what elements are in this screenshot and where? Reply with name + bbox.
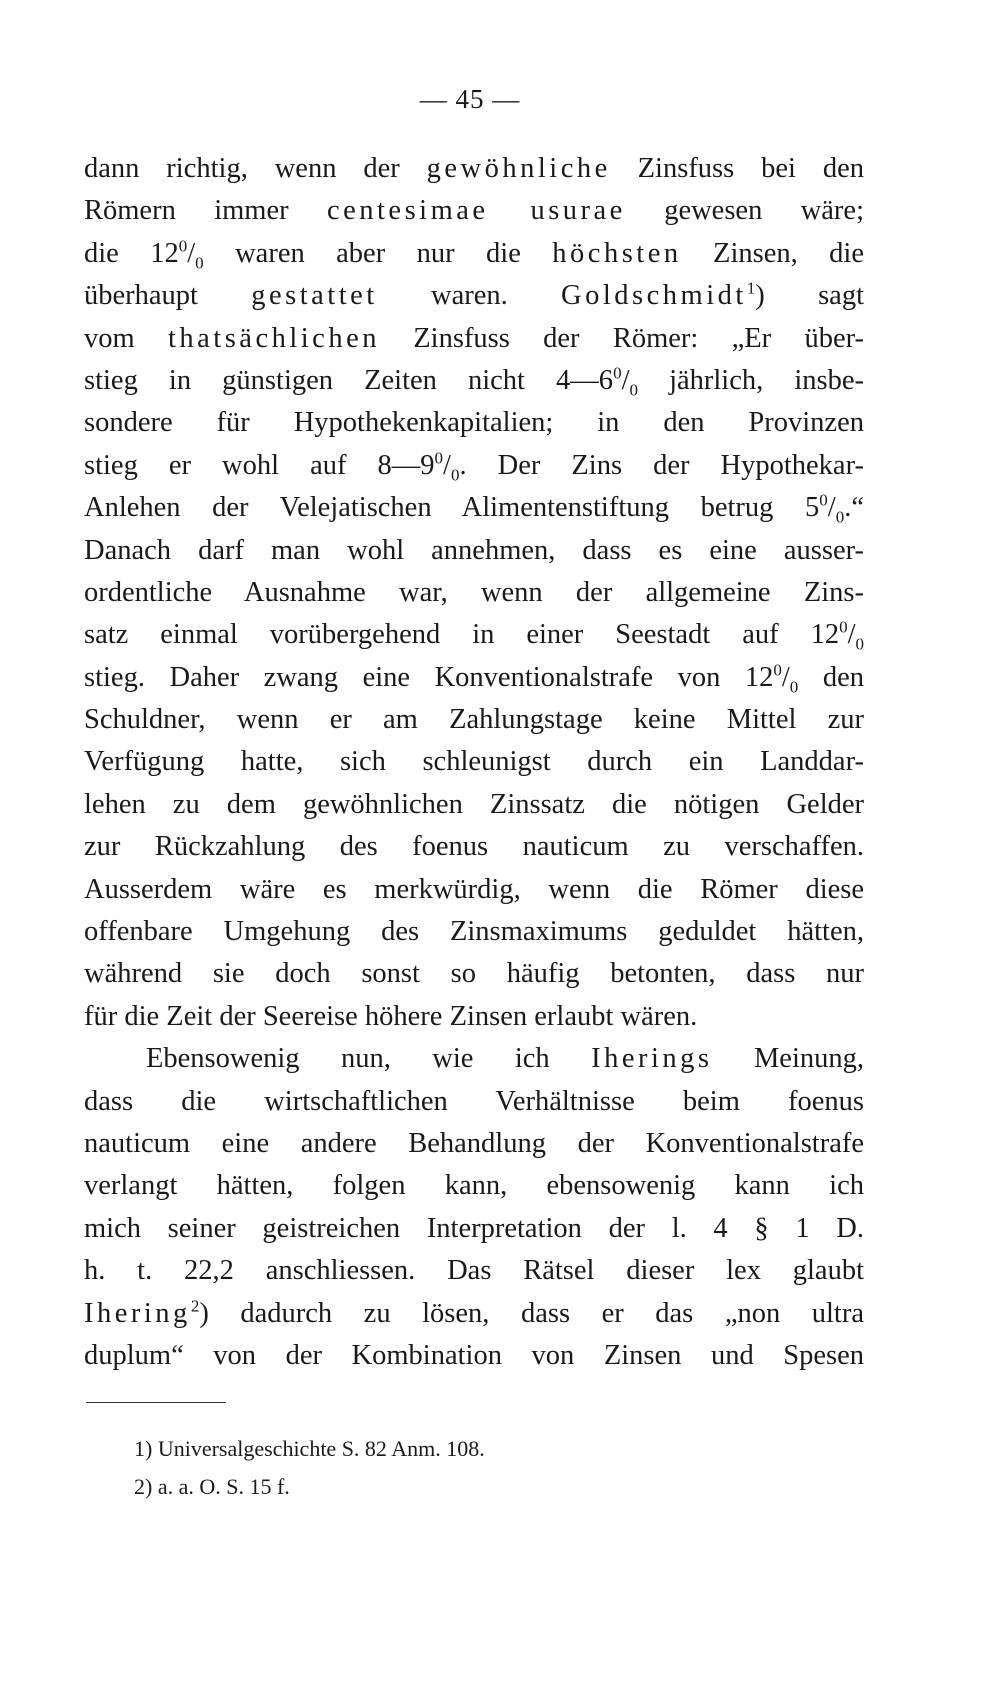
percent-sign: 0 — [773, 660, 782, 680]
text-line: lehen zu dem gewöhnlichen Zinssatz die nötigen Gelder — [84, 788, 864, 820]
text-line: vom thatsächlichen Zinsfuss der Römer: „Er über- — [84, 322, 865, 354]
author-name: Ihering — [84, 1297, 191, 1329]
emphasis: gewöhnliche — [426, 153, 611, 184]
percent-sign: 0 — [178, 236, 188, 256]
text-line: überhaupt gestattet waren. Goldschmidt$^1$) sagt — [84, 278, 864, 312]
footnote-1: 1) Universalgeschichte S. 82 Anm. 108. — [134, 1436, 485, 1461]
percent-sign: 0 — [819, 490, 828, 510]
text-line: zur Rückzahlung des foenus nauticum zu verschaffen. — [84, 831, 864, 863]
emphasis: thatsächlichen — [167, 322, 380, 354]
author-name: Goldschmidt — [561, 280, 747, 312]
percent-sign: 0 — [839, 617, 848, 637]
text-line: h. t. 22,2 anschliessen. Das Rätsel dieser lex glaubt — [84, 1255, 864, 1287]
footnote-2: 2) a. a. O. S. 15 f. — [134, 1474, 290, 1499]
author-name: Iherings — [591, 1043, 713, 1075]
emphasis: gestattet — [251, 280, 378, 312]
text-line: dann richtig, wenn der gewöhnliche Zinsfuss bei den — [84, 153, 864, 184]
text-line: duplum“ von der Kombination von Zinsen und Spesen — [84, 1339, 864, 1371]
text-line: satz einmal vorübergehend in einer Seestadt auf $12^0/_0$ — [84, 617, 864, 654]
text-line: Danach darf man wohl annehmen, dass es eine ausser- — [84, 534, 864, 566]
page-number: — 45 — — [419, 84, 521, 114]
text-line: Verfügung hatte, sich schleunigst durch ein Landdar- — [84, 746, 864, 778]
footnote-marker: 2 — [190, 1296, 200, 1316]
text-line: Römern immer centesimae usurae gewesen wäre; — [84, 195, 864, 227]
text-line: ordentliche Ausnahme war, wenn der allgemeine Zins- — [84, 576, 864, 608]
text-line: stieg. Daher zwang eine Konventionalstrafe von $12^0/_0$ den — [84, 660, 864, 697]
text-line: Anlehen der Velejatischen Alimentenstiftung betrug $5^0/_0.“$ — [84, 490, 864, 527]
text-line: verlangt hätten, folgen kann, ebensowenig kann ich — [84, 1170, 864, 1202]
text-line: für die Zeit der Seereise höhere Zinsen erlaubt wären. — [84, 1000, 698, 1032]
emphasis: höchsten — [552, 237, 682, 269]
footnote-marker: 1 — [746, 278, 756, 298]
percent-sign: 0 — [434, 448, 444, 468]
footnote-divider — [86, 1402, 226, 1403]
percent-sign: 0 — [613, 363, 622, 383]
text-line: sondere für Hypothekenkapitalien; in den Provinzen — [84, 407, 864, 439]
footnotes — [134, 1430, 834, 1506]
text-line: offenbare Umgehung des Zinsmaximums geduldet hätten, — [84, 916, 864, 948]
text-line: Ebensowenig nun, wie ich Iherings Meinung, — [146, 1043, 864, 1075]
text-line: stieg er wohl auf $8—9^0/_0$. Der Zins der Hypothekar- — [84, 448, 864, 485]
text-line: stieg in günstigen Zeiten nicht $4—6^0/_0$ jährlich, insbe- — [84, 363, 864, 400]
text-line: dass die wirtschaftlichen Verhältnisse beim foenus — [84, 1085, 864, 1117]
text-line: während sie doch sonst so häufig betonten, dass nur — [84, 958, 864, 990]
text-line: die $12^0/_0$ waren aber nur die höchsten Zinsen, die — [84, 236, 864, 273]
body-text — [84, 148, 864, 1377]
text-line: Ihering$^2$) dadurch zu lösen, dass er das „non ultra — [84, 1296, 864, 1329]
text-line: Ausserdem wäre es merkwürdig, wenn die Römer diese — [84, 873, 864, 905]
text-line: mich seiner geistreichen Interpretation der l. 4 § 1 D. — [84, 1212, 864, 1244]
text-line: nauticum eine andere Behandlung der Konventionalstrafe — [84, 1127, 864, 1159]
text-line: Schuldner, wenn er am Zahlungstage keine Mittel zur — [84, 704, 864, 736]
emphasis: centesimae usurae — [326, 195, 626, 227]
